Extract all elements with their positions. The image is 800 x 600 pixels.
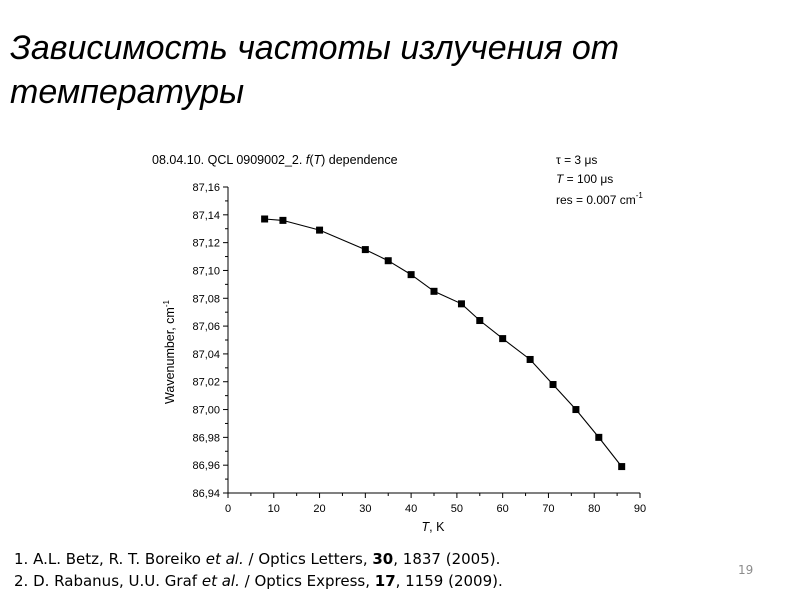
y-tick-label: 87,10: [192, 265, 220, 278]
reference-1: 1. A.L. Betz, R. T. Boreiko et al. / Optics Letters, 30, 1837 (2005).: [14, 550, 501, 568]
data-point: [527, 356, 534, 363]
data-point: [362, 246, 369, 253]
data-point: [499, 335, 506, 342]
page-number: 19: [738, 563, 754, 577]
chart-title: 08.04.10. QCL 0909002_2. f(T) dependence: [152, 153, 398, 167]
y-tick-label: 87,02: [192, 376, 220, 389]
slide-title: Зависимость частоты излучения от температуры: [10, 29, 620, 111]
data-point: [618, 463, 625, 470]
resolution-exponent: -1: [635, 191, 643, 200]
x-tick-label: 70: [542, 503, 555, 515]
resolution-annotation: [556, 191, 643, 207]
x-tick-label: 10: [267, 503, 280, 515]
x-tick-label: 90: [633, 503, 647, 515]
data-point: [261, 215, 268, 222]
tau-annotation: [556, 153, 597, 167]
data-point: [385, 257, 392, 264]
data-point: [572, 406, 579, 413]
x-tick-label: 50: [450, 503, 464, 515]
data-point: [431, 288, 438, 295]
x-tick-label: 30: [359, 503, 372, 515]
data-point: [408, 271, 415, 278]
x-axis-ticks: [225, 493, 646, 515]
y-tick-label: 87,06: [192, 321, 220, 334]
reference-2: 2. D. Rabanus, U.U. Graf et al. / Optics Express, 17, 1159 (2009).: [14, 572, 503, 590]
y-axis-label: Wavenumber, $cm^{-1}$: [162, 300, 177, 404]
tau-value: = 3: [560, 153, 585, 167]
temperature-symbol: T: [556, 172, 564, 186]
series-line: [265, 219, 622, 467]
data-point: [550, 381, 557, 388]
references: [14, 548, 503, 592]
data-point: [476, 317, 483, 324]
data-point: [279, 217, 286, 224]
temperature-value: = 100: [563, 172, 601, 186]
y-tick-label: 86,96: [192, 460, 220, 473]
x-tick-label: 60: [496, 503, 509, 515]
y-tick-label: 87,08: [192, 293, 220, 306]
temperature-annotation: [556, 172, 613, 186]
parameters-annotation: [556, 153, 643, 207]
temperature-unit: μs: [600, 172, 614, 186]
tau-symbol: τ: [556, 153, 561, 167]
resolution-value: res = 0.007 cm: [556, 193, 636, 207]
x-tick-label: 80: [588, 503, 601, 515]
y-tick-label: 87,04: [192, 348, 220, 361]
series-markers: [261, 215, 625, 470]
data-point: [458, 300, 465, 307]
y-tick-label: 87,12: [192, 237, 220, 250]
y-axis-ticks: [192, 182, 228, 500]
data-point: [595, 434, 602, 441]
y-tick-label: 86,94: [192, 488, 220, 500]
y-tick-label: 87,00: [192, 404, 220, 417]
data-point: [316, 227, 323, 234]
tau-unit: μs: [584, 153, 598, 167]
x-tick-label: 20: [313, 503, 326, 515]
x-axis-label: T, K: [421, 520, 445, 534]
y-tick-label: 86,98: [192, 432, 220, 445]
y-tick-label: 87,16: [192, 182, 220, 194]
x-tick-label: 40: [404, 503, 418, 515]
y-tick-label: 87,14: [192, 209, 220, 222]
x-tick-label: 0: [224, 503, 232, 515]
